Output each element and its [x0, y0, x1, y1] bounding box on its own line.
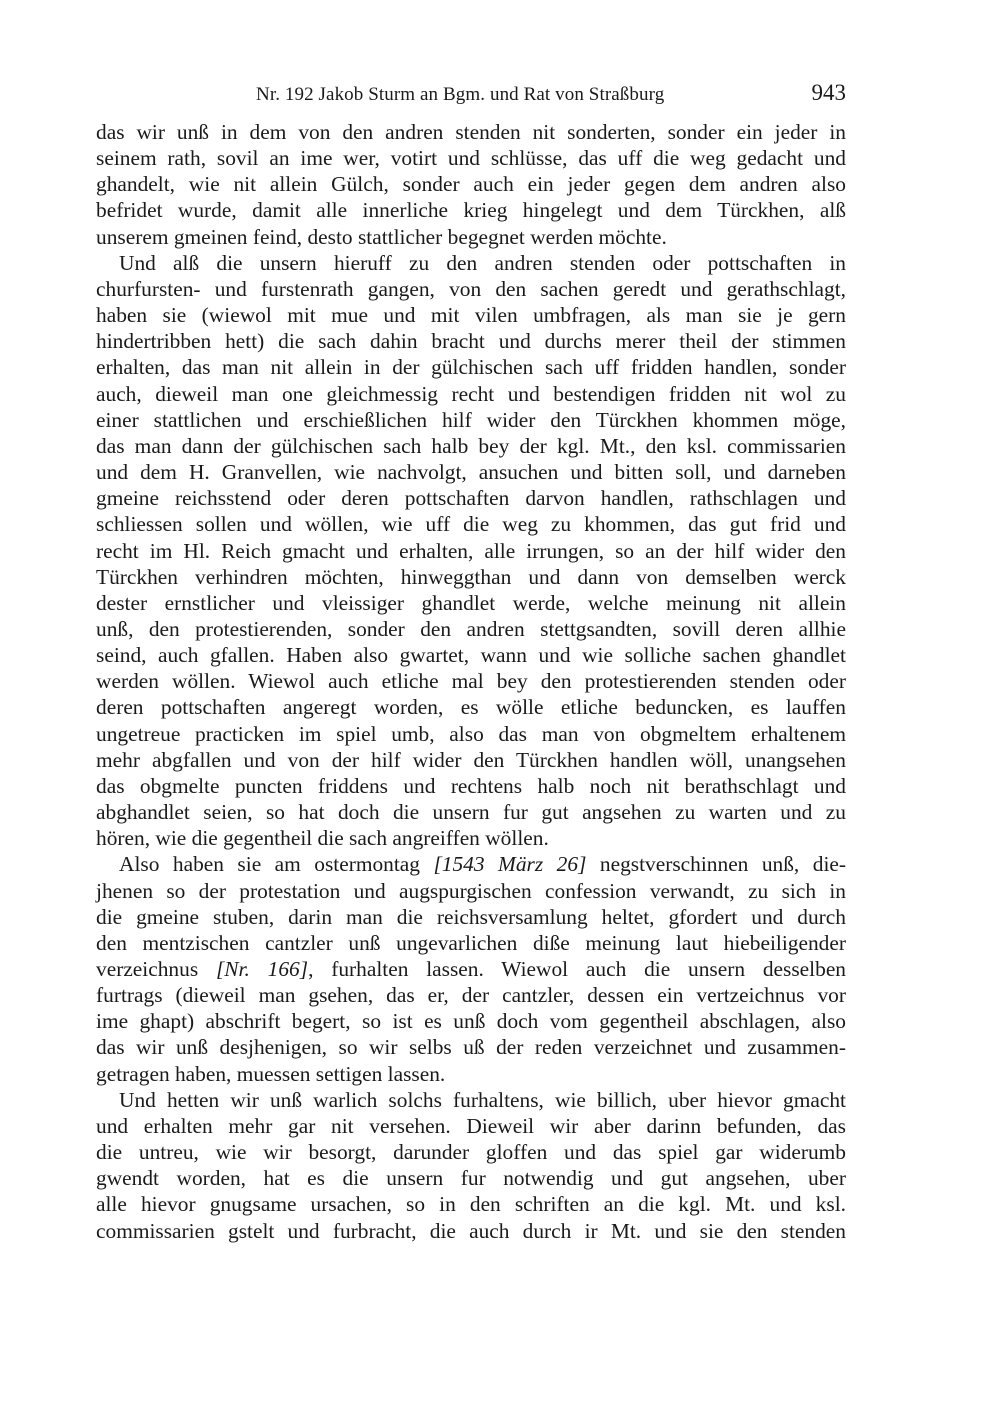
text-line: churfursten- und furstenrath gangen, von den sachen geredt und gerathschlagt, [96, 276, 846, 301]
paragraph-1 [96, 119, 846, 250]
text-line: furtrags (dieweil man gsehen, das er, der cantzler, dessen ein vertzeichnus vor [96, 983, 846, 1008]
text-line: haben sie (wiewol mit mue und mit vilen umbfragen, als man sie je gern [96, 303, 846, 328]
text-line: die untreu, wie wir besorgt, darunder gloffen und das spiel gar widerumb [96, 1140, 846, 1165]
text-line: Und alß die unsern hieruff zu den andren stenden oder pottschaften in [119, 250, 846, 275]
text-line: unserem gmeinen feind, desto stattlicher begegnet werden möchte. [96, 224, 667, 249]
editorial-reference-note: [Nr. 166] [215, 957, 309, 981]
text-line: recht im Hl. Reich gmacht und erhalten, alle irrungen, so an der hilf wider den [96, 538, 846, 563]
text-line: erhalten, das man nit allein in der gülchischen sach uff fridden handlen, sonder [96, 355, 846, 380]
text-line: gmeine reichsstend oder deren pottschaften darvon handlen, rathschlagen und [96, 486, 846, 511]
editorial-date-note: [1543 März 26] [433, 852, 587, 877]
text-line: die gmeine stuben, darin man die reichsversamlung heltet, gfordert und durch [96, 904, 846, 929]
text-line: auch, dieweil man one gleichmessig recht und bestendigen fridden nit wol zu [96, 381, 846, 406]
body-text [96, 119, 846, 1244]
text-line: werden wöllen. Wiewol auch etliche mal bey den protestierenden stenden oder [96, 669, 846, 694]
paragraph-3 [96, 851, 846, 1086]
text-line: seind, auch gfallen. Haben also gwartet, wann und wie solliche sachen ghandlet [96, 643, 846, 668]
text-line: mehr abgfallen und von der hilf wider den Türckhen handlen wöll, unangsehen [96, 747, 846, 772]
text-line: deren pottschaften angeregt worden, es wölle etliche beduncken, es lauffen [96, 695, 846, 720]
text-line: jhenen so der protestation und augspurgischen confession verwandt, zu sich in [96, 878, 846, 903]
text-line: ime ghapt) abschrift begert, so ist es unß doch vom gegentheil abschlagen, also [96, 1009, 846, 1034]
text-line: befridet wurde, damit alle innerliche krieg hingelegt und dem Türckhen, alß [96, 198, 846, 223]
text-line: das wir unß in dem von den andren stenden nit sonderten, sonder ein jeder in [96, 120, 846, 144]
text-line: getragen haben, muessen settigen lassen. [96, 1061, 446, 1086]
text-line: gwendt worden, hat es die unsern fur notwendig und gut angsehen, uber [96, 1166, 846, 1191]
text-line: das obgmelte puncten friddens und rechtens halb noch nit berathschlagt und [96, 773, 846, 798]
text-line: verzeichnus [Nr. 166], furhalten lassen. Wiewol auch die unsern desselben [96, 957, 847, 981]
text-line: Und hetten wir unß warlich solchs furhaltens, wie billich, uber hievor gmacht [119, 1087, 846, 1112]
paragraph-4 [96, 1087, 846, 1244]
text-line: unß, den protestierenden, sonder den andren stettgsandten, sovill deren allhie [96, 616, 846, 641]
text-line: hören, wie die gegentheil die sach angreiffen wöllen. [96, 826, 549, 851]
paragraph-2 [96, 250, 846, 852]
text-line: seinem rath, sovil an ime wer, votirt und schlüsse, das uff die weg gedacht und [96, 146, 846, 171]
text-line: alle hievor gnugsame ursachen, so in den schriften an die kgl. Mt. und ksl. [96, 1192, 846, 1217]
page-number: 943 [811, 80, 846, 105]
text-line: dester ernstlicher und vleissiger ghandlet werde, welche meinung nit allein [96, 590, 846, 615]
text-line: Türckhen verhindren möchten, hinweggthan und dann von demselben werck [96, 564, 846, 589]
text-line: ghandelt, wie nit allein Gülch, sonder auch ein jeder gegen dem andren also [96, 172, 846, 197]
text-line: das man dann der gülchischen sach halb bey der kgl. Mt., den ksl. commissarien [96, 433, 846, 458]
text-line: abghandlet seien, so hat doch die unsern fur gut angsehen zu warten und zu [96, 800, 846, 825]
running-head [96, 80, 846, 108]
text-line: Also haben sie am ostermontag [1543 März 26] negstverschinnen unß, die- [119, 852, 847, 877]
text-line: den mentzischen cantzler unß ungevarlichen diße meinung laut hiebeiligender [96, 930, 846, 955]
text-line: ungetreue practicken im spiel umb, also das man von obgmeltem erhaltenem [96, 721, 846, 746]
text-line: einer stattlichen und erschießlichen hilf wider den Türckhen khommen möge, [96, 407, 846, 432]
text-line: schliessen sollen und wöllen, wie uff die weg zu khommen, das gut frid und [96, 512, 846, 537]
text-line: das wir unß desjhenigen, so wir selbs uß der reden verzeichnet und zusammen- [96, 1035, 846, 1060]
running-title: Nr. 192 Jakob Sturm an Bgm. und Rat von Straßburg [256, 84, 665, 105]
text-line: und dem H. Granvellen, wie nachvolgt, ansuchen und bitten soll, und darneben [96, 460, 846, 485]
text-line: hindertribben hett) die sach dahin bracht und durchs merer theil der stimmen [96, 329, 846, 354]
text-line: commissarien gstelt und furbracht, die auch durch ir Mt. und sie den stenden [96, 1218, 846, 1243]
text-line: und erhalten mehr gar nit versehen. Dieweil wir aber darinn befunden, das [96, 1113, 846, 1138]
